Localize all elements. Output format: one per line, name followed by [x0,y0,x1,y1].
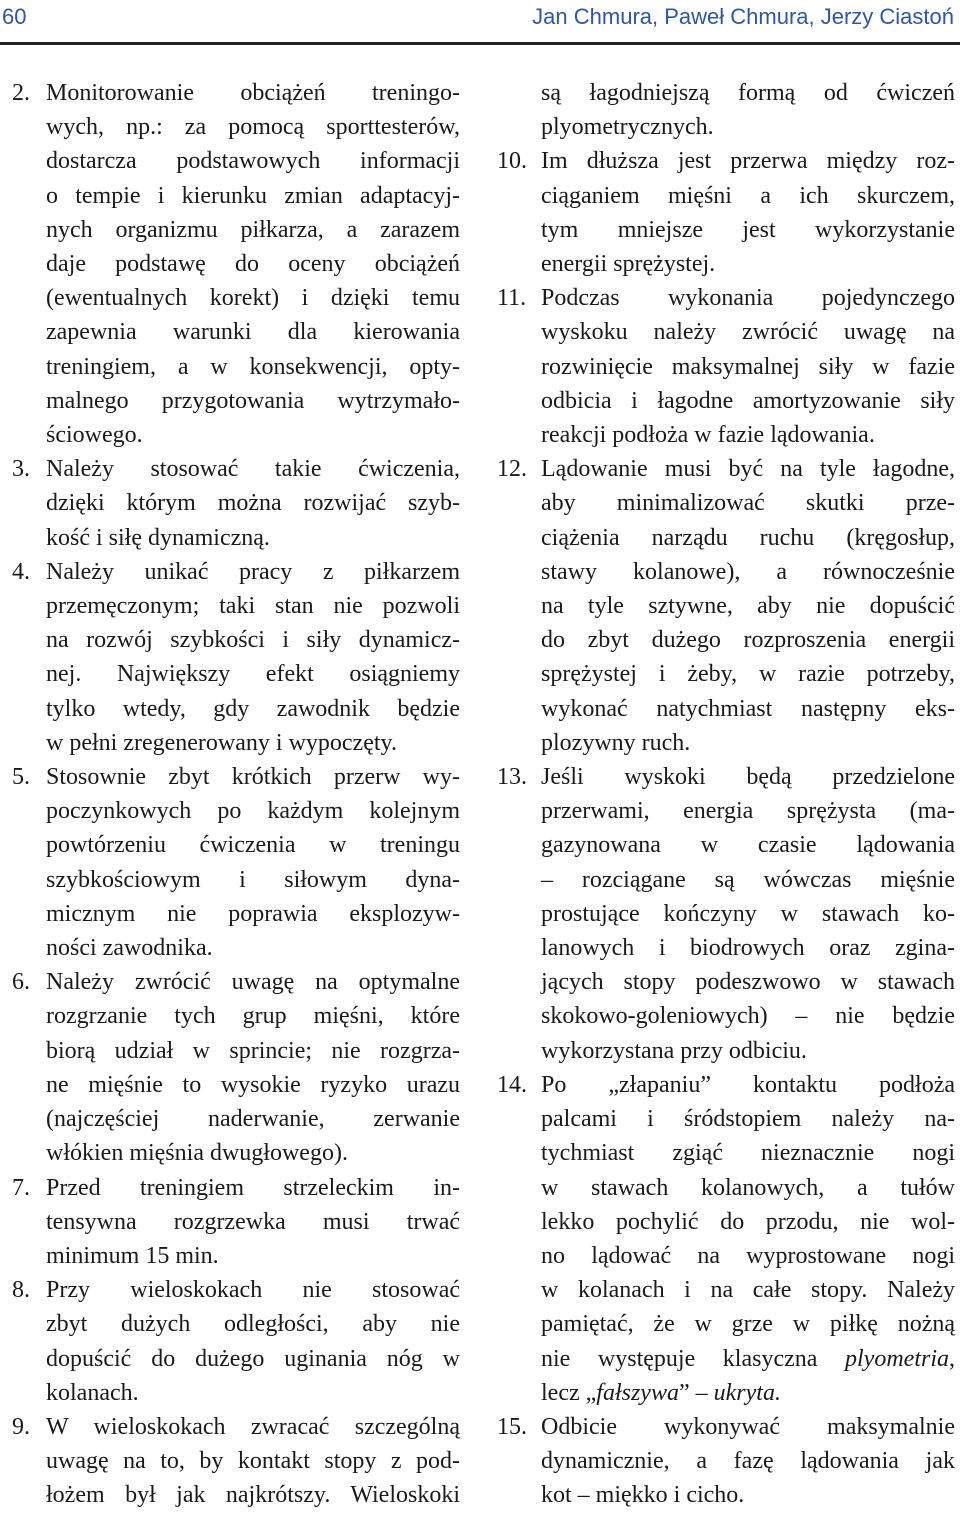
text-line: rozwinięcie maksymalnej siły w fazie [541,353,955,380]
text-line: skokowo-goleniowych) – nie będzie [541,1003,955,1030]
left-column [12,76,460,1513]
text-line: Im dłuższa jest przerwa między roz- [541,148,955,175]
text-run: ” – [678,1379,714,1406]
item-number: 12. [497,456,527,483]
text-line: do zbyt dużego rozproszenia energii [541,627,955,654]
text-line: są łagodniejszą formą od ćwiczeń [541,80,955,106]
italic-term: fałszywa [596,1379,679,1406]
text-line: o tempie i kierunku zmian adaptacyj- [46,182,460,209]
list-item-9 [12,1410,460,1513]
text-line: łożem był jak najkrótszy. Wieloskoki [46,1482,460,1509]
text-line: daje podstawę do oceny obciążeń [46,251,460,278]
item-number: 5. [12,764,30,791]
list-item-5 [12,760,460,965]
text-line: plozywny ruch. [541,729,691,756]
item-text [541,144,955,281]
text-line: szybkościowym i siłowym dyna- [46,866,460,893]
text-line: sprężystej i żeby, w razie potrzeby, [541,661,955,688]
text-line: ności zawodnika. [46,935,213,962]
text-line-mixed [541,1376,955,1410]
list-item-15 [497,1410,955,1513]
text-line: dzięki którym można rozwijać szyb- [46,490,460,517]
item-text [46,76,460,452]
text-line: kość i siłę dynamiczną. [46,524,270,551]
text-line: zapewnia warunki dla kierowania [46,319,460,346]
text-line: Lądowanie musi być na tyle łagodne, [541,456,955,483]
item-number: 7. [12,1174,30,1201]
list-item-4 [12,555,460,760]
item-number: 8. [12,1277,30,1304]
text-line: na rozwój szybkości i siły dynamicz- [46,627,460,654]
text-line: gazynowana w czasie lądowania [541,832,955,859]
item-text [46,1171,460,1274]
item-text [46,1273,460,1410]
text-line: biorą udział w sprincie; nie rozgrza- [46,1037,460,1064]
text-line: dopuścić do dużego uginania nóg w [46,1345,460,1372]
text-line: Stosownie zbyt krótkich przerw wy- [46,764,460,791]
text-line-mixed [541,1342,955,1376]
list-item-11 [497,281,955,452]
item-number: 3. [12,456,30,483]
text-line: no lądować na wyprostowane nogi [541,1242,955,1269]
text-line: włókien mięśnia dwugłowego). [46,1140,348,1167]
list-item-3 [12,452,460,555]
list-item-7 [12,1171,460,1274]
item-text [541,281,955,452]
text-line: Monitorowanie obciążeń treningo- [46,80,460,106]
text-line: ciążenia narządu ruchu (kręgosłup, [541,524,955,551]
text-line: ciąganiem mięśni a ich skurczem, [541,182,955,209]
text-line: energii sprężystej. [541,251,716,278]
item-number: 9. [12,1413,30,1440]
text-line: malnego przygotowania wytrzymało- [46,387,460,414]
text-line: tylko wtedy, gdy zawodnik będzie [46,695,460,722]
text-line: aby minimalizować skutki prze- [541,490,955,517]
text-line: nych organizmu piłkarza, a zarazem [46,216,460,243]
text-line: W wieloskokach zwracać szczególną [46,1413,460,1440]
item-text [46,760,460,965]
text-line: prostujące kończyny w stawach ko- [541,900,955,927]
item-number: 2. [12,80,30,106]
text-line: Po „złapaniu” kontaktu podłoża [541,1071,955,1098]
text-line: palcami i śródstopiem należy na- [541,1106,955,1133]
text-line: wykonać natychmiast następny eks- [541,695,955,722]
italic-term: plyometria [845,1345,949,1372]
page-number: 60 [2,4,27,29]
text-line: ściowego. [46,422,143,449]
text-line: nej. Największy efekt osiągniemy [46,661,460,688]
text-run: nie występuje klasyczna [541,1345,846,1372]
text-line: Należy stosować takie ćwiczenia, [46,456,460,483]
list-item-13 [497,760,955,1068]
text-line: micznym nie poprawia eksplozyw- [46,900,460,927]
text-line: Podczas wykonania pojedynczego [541,285,955,312]
item-text [541,452,955,760]
text-line: zbyt dużych odległości, aby nie [46,1311,460,1338]
list-item-9-continued [497,76,955,144]
text-line: Odbicie wykonywać maksymalnie [541,1413,955,1440]
text-line: Należy zwrócić uwagę na optymalne [46,969,460,996]
text-line: rozgrzanie tych grup mięśni, które [46,1003,460,1030]
text-line: wykorzystana przy odbiciu. [541,1037,807,1064]
item-number: 6. [12,969,30,996]
text-line: tychmiast zgiąć nieznacznie nogi [541,1140,955,1167]
text-line: lekko pochylić do przodu, nie wol- [541,1208,955,1235]
text-line: (najczęściej naderwanie, zerwanie [46,1106,460,1133]
text-line: (ewentualnych korekt) i dzięki temu [46,285,460,312]
text-line: w pełni zregenerowany i wypoczęty. [46,729,397,756]
text-line: odbicia i łagodne amortyzowanie siły [541,387,955,414]
running-head-authors: Jan Chmura, Paweł Chmura, Jerzy Ciastoń [532,4,954,29]
text-line: przerwami, energia sprężysta (ma- [541,798,955,825]
text-line: w stawach kolanowych, a tułów [541,1174,955,1201]
item-text [541,1068,955,1410]
item-text [46,555,460,760]
item-number: 14. [497,1071,527,1098]
text-line: Przy wieloskokach nie stosować [46,1277,460,1304]
text-run: lecz „ [541,1379,597,1406]
list-item-10 [497,144,955,281]
text-line: stawy kolanowe), a równocześnie [541,558,955,585]
text-line: przemęczonym; taki stan nie pozwoli [46,593,460,620]
item-text [46,1410,460,1513]
text-line: lanowych i biodrowych oraz zgina- [541,935,955,962]
right-column [497,76,955,1513]
text-line: treningiem, a w konsekwencji, opty- [46,353,460,380]
text-run: , [949,1345,955,1372]
italic-term: ukryta. [713,1379,781,1406]
text-line: ne mięśnie to wysokie ryzyko urazu [46,1071,460,1098]
text-line: powtórzeniu ćwiczenia w treningu [46,832,460,859]
text-line: uwagę na to, by kontakt stopy z pod- [46,1448,460,1475]
text-line: tym mniejsze jest wykorzystanie [541,216,955,243]
text-line: poczynkowych po każdym kolejnym [46,798,460,825]
item-number: 15. [497,1413,527,1440]
text-line: plyometrycznych. [541,114,714,141]
item-number: 11. [497,285,527,312]
item-number: 13. [497,764,527,791]
list-item-6 [12,965,460,1170]
text-line: reakcji podłoża w fazie lądowania. [541,422,875,449]
text-line: w kolanach i na całe stopy. Należy [541,1277,955,1304]
text-line: dostarcza podstawowych informacji [46,148,460,175]
text-line: dynamicznie, a fazę lądowania jak [541,1448,955,1475]
text-line: Jeśli wyskoki będą przedzielone [541,764,955,791]
text-line: na tyle sztywne, aby nie dopuścić [541,593,955,620]
list-item-2 [12,76,460,452]
item-number: 4. [12,558,30,585]
item-text [541,1410,955,1513]
list-item-14 [497,1068,955,1410]
text-line: wych, np.: za pomocą sporttesterów, [46,114,460,141]
text-line: kolanach. [46,1379,139,1406]
text-line: kot – miękko i cicho. [541,1482,745,1509]
item-text [541,760,955,1068]
list-item-8 [12,1273,460,1410]
item-number: 10. [497,148,527,175]
page-header [0,0,960,44]
text-line: – rozciągane są wówczas mięśnie [541,866,955,893]
item-text [46,965,460,1170]
text-line: minimum 15 min. [46,1242,219,1269]
text-line: pamiętać, że w grze w piłkę nożną [541,1311,955,1338]
list-item-12 [497,452,955,760]
text-line: jących stopy podeszwowo w stawach [541,969,955,996]
text-line: Przed treningiem strzeleckim in- [46,1174,460,1201]
text-line: tensywna rozgrzewka musi trwać [46,1208,460,1235]
header-rule [0,42,960,45]
item-text [46,452,460,555]
text-line: Należy unikać pracy z piłkarzem [46,558,460,585]
text-line: wyskoku należy zwrócić uwagę na [541,319,955,346]
